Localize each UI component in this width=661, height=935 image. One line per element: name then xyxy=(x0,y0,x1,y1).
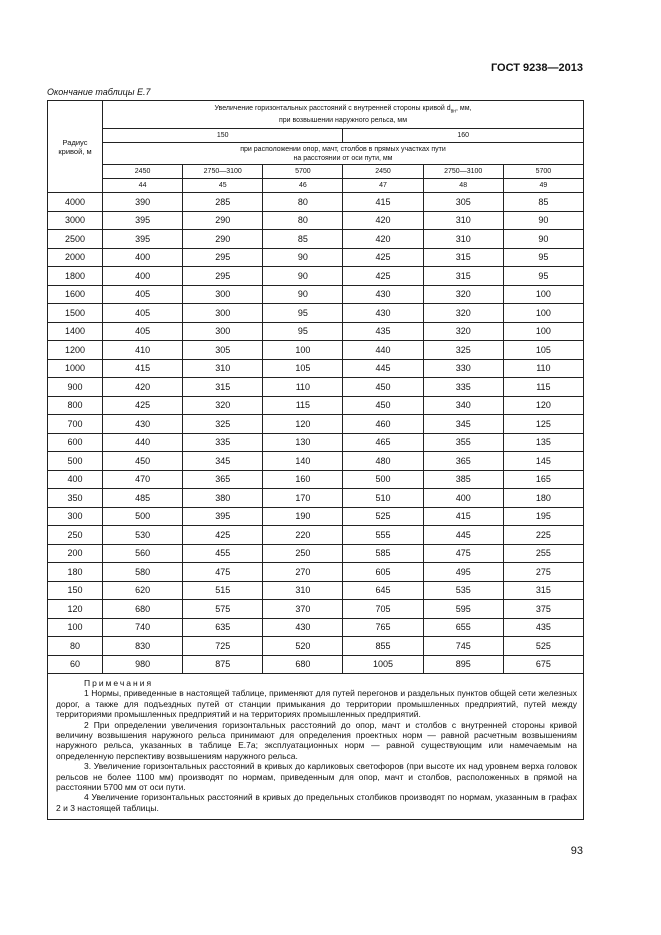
table-body xyxy=(48,193,584,674)
table-row xyxy=(48,396,584,415)
value-cell: 410 xyxy=(103,341,183,360)
value-cell: 90 xyxy=(503,230,583,249)
value-cell: 285 xyxy=(183,193,263,212)
value-cell: 90 xyxy=(263,285,343,304)
note-3: 3. Увеличение горизонтальных расстояний в кривых до карликовых светофоров (при высоте их над уровнем верха головок рельсов не более 1100 мм) производят по нормам, приведенным для опор, мачт и столбов, расположенных в прямой на расстоянии 5700 мм от оси пути. xyxy=(56,761,577,793)
table-row xyxy=(48,600,584,619)
radius-cell: 200 xyxy=(48,544,103,563)
radius-cell: 180 xyxy=(48,563,103,582)
value-cell: 425 xyxy=(343,248,423,267)
column-number: 47 xyxy=(343,179,423,193)
value-cell: 300 xyxy=(183,285,263,304)
value-cell: 390 xyxy=(103,193,183,212)
top-header-main: Увеличение горизонтальных расстояний с внутренней стороны кривой d xyxy=(214,104,451,112)
value-cell: 315 xyxy=(423,267,503,286)
value-cell: 100 xyxy=(263,341,343,360)
value-cell: 585 xyxy=(343,544,423,563)
placement-line2: на расстоянии от оси пути, мм xyxy=(293,154,393,162)
table-row xyxy=(48,285,584,304)
radius-cell: 900 xyxy=(48,378,103,397)
value-cell: 180 xyxy=(503,489,583,508)
value-cell: 435 xyxy=(503,618,583,637)
top-header-sub: вн xyxy=(450,108,457,115)
value-cell: 190 xyxy=(263,507,343,526)
top-header-tail: , мм, xyxy=(456,104,472,112)
value-cell: 95 xyxy=(263,322,343,341)
radius-cell: 1800 xyxy=(48,267,103,286)
value-cell: 855 xyxy=(343,637,423,656)
value-cell: 405 xyxy=(103,322,183,341)
radius-cell: 1500 xyxy=(48,304,103,323)
radius-cell: 80 xyxy=(48,637,103,656)
value-cell: 725 xyxy=(183,637,263,656)
value-cell: 95 xyxy=(263,304,343,323)
value-cell: 455 xyxy=(183,544,263,563)
value-cell: 830 xyxy=(103,637,183,656)
value-cell: 425 xyxy=(103,396,183,415)
value-cell: 440 xyxy=(103,433,183,452)
radius-cell: 60 xyxy=(48,655,103,674)
value-cell: 95 xyxy=(503,248,583,267)
value-cell: 270 xyxy=(263,563,343,582)
document-code: ГОСТ 9238—2013 xyxy=(490,62,583,74)
top-header-line2: при возвышении наружного рельса, мм xyxy=(278,117,408,125)
radius-cell: 4000 xyxy=(48,193,103,212)
table-row xyxy=(48,563,584,582)
value-cell: 335 xyxy=(423,378,503,397)
value-cell: 395 xyxy=(103,211,183,230)
value-cell: 310 xyxy=(423,211,503,230)
value-cell: 290 xyxy=(183,211,263,230)
value-cell: 355 xyxy=(423,433,503,452)
radius-cell: 600 xyxy=(48,433,103,452)
value-cell: 645 xyxy=(343,581,423,600)
table-row xyxy=(48,359,584,378)
corner-radius-label: Радиус кривой, м xyxy=(48,101,103,193)
value-cell: 425 xyxy=(183,526,263,545)
value-cell: 335 xyxy=(183,433,263,452)
value-cell: 430 xyxy=(343,304,423,323)
value-cell: 105 xyxy=(263,359,343,378)
value-cell: 325 xyxy=(183,415,263,434)
value-cell: 435 xyxy=(343,322,423,341)
value-cell: 430 xyxy=(343,285,423,304)
value-cell: 255 xyxy=(503,544,583,563)
table-row xyxy=(48,526,584,545)
value-cell: 320 xyxy=(183,396,263,415)
value-cell: 110 xyxy=(263,378,343,397)
value-cell: 320 xyxy=(423,304,503,323)
value-cell: 345 xyxy=(183,452,263,471)
value-cell: 620 xyxy=(103,581,183,600)
value-cell: 220 xyxy=(263,526,343,545)
value-cell: 90 xyxy=(263,267,343,286)
note-4: 4 Увеличение горизонтальных расстояний в кривых до предельных столбиков производят по нормам, указанным в графах 2 и 3 настоящей таблицы. xyxy=(56,792,577,813)
value-cell: 895 xyxy=(423,655,503,674)
value-cell: 125 xyxy=(503,415,583,434)
value-cell: 680 xyxy=(263,655,343,674)
placement-header xyxy=(103,143,584,165)
value-cell: 765 xyxy=(343,618,423,637)
value-cell: 290 xyxy=(183,230,263,249)
elevation-150: 150 xyxy=(103,129,343,143)
value-cell: 225 xyxy=(503,526,583,545)
radius-cell: 3000 xyxy=(48,211,103,230)
value-cell: 305 xyxy=(423,193,503,212)
column-number: 44 xyxy=(103,179,183,193)
distance-cell: 2750—3100 xyxy=(183,165,263,179)
value-cell: 1005 xyxy=(343,655,423,674)
value-cell: 130 xyxy=(263,433,343,452)
value-cell: 445 xyxy=(343,359,423,378)
value-cell: 320 xyxy=(423,322,503,341)
placement-line1: при расположении опор, мачт, столбов в прямых участках пути xyxy=(240,145,446,153)
value-cell: 400 xyxy=(103,267,183,286)
table-row xyxy=(48,193,584,212)
table-row xyxy=(48,433,584,452)
value-cell: 450 xyxy=(343,396,423,415)
value-cell: 555 xyxy=(343,526,423,545)
value-cell: 120 xyxy=(503,396,583,415)
value-cell: 110 xyxy=(503,359,583,378)
table-head xyxy=(48,101,584,193)
value-cell: 80 xyxy=(263,193,343,212)
radius-cell: 1200 xyxy=(48,341,103,360)
value-cell: 315 xyxy=(503,581,583,600)
value-cell: 680 xyxy=(103,600,183,619)
value-cell: 345 xyxy=(423,415,503,434)
value-cell: 415 xyxy=(343,193,423,212)
value-cell: 140 xyxy=(263,452,343,471)
distance-row xyxy=(48,165,584,179)
value-cell: 330 xyxy=(423,359,503,378)
value-cell: 405 xyxy=(103,285,183,304)
table-row xyxy=(48,378,584,397)
note-2: 2 При определении увеличения горизонтальных расстояний до опор, мачт и столбов с внутренней стороны кривой величину возвышения наружного рельса принимают для определения проектных норм — равной расчетным возвышениям наружного рельса, указанных в таблице Е.7а; эксплуатационных норм — равной существующим или намечаемым на определенную перспективу возвышениям наружного рельса. xyxy=(56,719,577,761)
value-cell: 400 xyxy=(103,248,183,267)
value-cell: 300 xyxy=(183,304,263,323)
column-number: 48 xyxy=(423,179,503,193)
value-cell: 430 xyxy=(263,618,343,637)
table-row xyxy=(48,655,584,674)
value-cell: 655 xyxy=(423,618,503,637)
radius-cell: 400 xyxy=(48,470,103,489)
value-cell: 295 xyxy=(183,248,263,267)
table-row xyxy=(48,618,584,637)
value-cell: 580 xyxy=(103,563,183,582)
value-cell: 475 xyxy=(423,544,503,563)
column-number-row xyxy=(48,179,584,193)
table-row xyxy=(48,470,584,489)
value-cell: 365 xyxy=(423,452,503,471)
value-cell: 315 xyxy=(423,248,503,267)
value-cell: 405 xyxy=(103,304,183,323)
radius-cell: 120 xyxy=(48,600,103,619)
radius-cell: 1000 xyxy=(48,359,103,378)
value-cell: 385 xyxy=(423,470,503,489)
distance-cell: 2450 xyxy=(343,165,423,179)
table-row xyxy=(48,544,584,563)
radius-cell: 1400 xyxy=(48,322,103,341)
value-cell: 520 xyxy=(263,637,343,656)
top-header xyxy=(103,101,584,129)
distance-cell: 2450 xyxy=(103,165,183,179)
value-cell: 325 xyxy=(423,341,503,360)
value-cell: 440 xyxy=(343,341,423,360)
value-cell: 85 xyxy=(263,230,343,249)
value-cell: 100 xyxy=(503,285,583,304)
table-row xyxy=(48,211,584,230)
value-cell: 90 xyxy=(263,248,343,267)
radius-cell: 1600 xyxy=(48,285,103,304)
value-cell: 375 xyxy=(503,600,583,619)
value-cell: 195 xyxy=(503,507,583,526)
value-cell: 635 xyxy=(183,618,263,637)
value-cell: 875 xyxy=(183,655,263,674)
value-cell: 430 xyxy=(103,415,183,434)
value-cell: 575 xyxy=(183,600,263,619)
table-row xyxy=(48,507,584,526)
value-cell: 365 xyxy=(183,470,263,489)
value-cell: 485 xyxy=(103,489,183,508)
data-table xyxy=(47,100,584,820)
value-cell: 105 xyxy=(503,341,583,360)
table-row xyxy=(48,267,584,286)
radius-cell: 700 xyxy=(48,415,103,434)
value-cell: 480 xyxy=(343,452,423,471)
value-cell: 95 xyxy=(503,267,583,286)
value-cell: 165 xyxy=(503,470,583,489)
value-cell: 395 xyxy=(103,230,183,249)
value-cell: 535 xyxy=(423,581,503,600)
radius-cell: 500 xyxy=(48,452,103,471)
distance-cell: 5700 xyxy=(503,165,583,179)
distance-cell: 5700 xyxy=(263,165,343,179)
value-cell: 340 xyxy=(423,396,503,415)
value-cell: 445 xyxy=(423,526,503,545)
radius-cell: 150 xyxy=(48,581,103,600)
value-cell: 275 xyxy=(503,563,583,582)
value-cell: 450 xyxy=(103,452,183,471)
value-cell: 475 xyxy=(183,563,263,582)
value-cell: 115 xyxy=(263,396,343,415)
value-cell: 525 xyxy=(343,507,423,526)
value-cell: 160 xyxy=(263,470,343,489)
value-cell: 560 xyxy=(103,544,183,563)
value-cell: 675 xyxy=(503,655,583,674)
value-cell: 705 xyxy=(343,600,423,619)
table-row xyxy=(48,637,584,656)
column-number: 49 xyxy=(503,179,583,193)
value-cell: 120 xyxy=(263,415,343,434)
notes-cell xyxy=(48,674,584,820)
value-cell: 740 xyxy=(103,618,183,637)
radius-cell: 100 xyxy=(48,618,103,637)
value-cell: 420 xyxy=(103,378,183,397)
radius-cell: 250 xyxy=(48,526,103,545)
distance-cell: 2750—3100 xyxy=(423,165,503,179)
value-cell: 135 xyxy=(503,433,583,452)
value-cell: 370 xyxy=(263,600,343,619)
value-cell: 310 xyxy=(183,359,263,378)
value-cell: 250 xyxy=(263,544,343,563)
value-cell: 100 xyxy=(503,304,583,323)
value-cell: 525 xyxy=(503,637,583,656)
value-cell: 420 xyxy=(343,211,423,230)
notes-section xyxy=(48,674,584,820)
value-cell: 315 xyxy=(183,378,263,397)
value-cell: 100 xyxy=(503,322,583,341)
value-cell: 310 xyxy=(423,230,503,249)
table-row xyxy=(48,230,584,249)
value-cell: 515 xyxy=(183,581,263,600)
radius-cell: 350 xyxy=(48,489,103,508)
notes-title: Примечания xyxy=(84,678,154,688)
value-cell: 500 xyxy=(103,507,183,526)
radius-cell: 800 xyxy=(48,396,103,415)
value-cell: 980 xyxy=(103,655,183,674)
value-cell: 380 xyxy=(183,489,263,508)
value-cell: 605 xyxy=(343,563,423,582)
value-cell: 295 xyxy=(183,267,263,286)
column-number: 46 xyxy=(263,179,343,193)
table-row xyxy=(48,452,584,471)
value-cell: 425 xyxy=(343,267,423,286)
value-cell: 495 xyxy=(423,563,503,582)
table-caption: Окончание таблицы Е.7 xyxy=(47,87,151,97)
value-cell: 415 xyxy=(423,507,503,526)
value-cell: 415 xyxy=(103,359,183,378)
radius-cell: 2500 xyxy=(48,230,103,249)
table-row xyxy=(48,322,584,341)
value-cell: 465 xyxy=(343,433,423,452)
table-row xyxy=(48,248,584,267)
value-cell: 400 xyxy=(423,489,503,508)
value-cell: 85 xyxy=(503,193,583,212)
elevation-160: 160 xyxy=(343,129,584,143)
value-cell: 115 xyxy=(503,378,583,397)
value-cell: 460 xyxy=(343,415,423,434)
table-row xyxy=(48,489,584,508)
value-cell: 420 xyxy=(343,230,423,249)
column-number: 45 xyxy=(183,179,263,193)
note-1: 1 Нормы, приведенные в настоящей таблице, применяют для путей перегонов и раздельных пунктов общей сети железных дорог, а также для подъездных путей от станции примыкания до территории промышленных предприятий, путей между территориями промышленных предприятий и на территориях промышленных предприятий. xyxy=(56,688,577,720)
value-cell: 170 xyxy=(263,489,343,508)
value-cell: 595 xyxy=(423,600,503,619)
value-cell: 450 xyxy=(343,378,423,397)
value-cell: 510 xyxy=(343,489,423,508)
value-cell: 530 xyxy=(103,526,183,545)
value-cell: 300 xyxy=(183,322,263,341)
value-cell: 745 xyxy=(423,637,503,656)
value-cell: 470 xyxy=(103,470,183,489)
table-row xyxy=(48,415,584,434)
radius-cell: 300 xyxy=(48,507,103,526)
table-row xyxy=(48,581,584,600)
value-cell: 310 xyxy=(263,581,343,600)
value-cell: 145 xyxy=(503,452,583,471)
value-cell: 500 xyxy=(343,470,423,489)
radius-cell: 2000 xyxy=(48,248,103,267)
table-row xyxy=(48,341,584,360)
value-cell: 305 xyxy=(183,341,263,360)
table-row xyxy=(48,304,584,323)
value-cell: 80 xyxy=(263,211,343,230)
value-cell: 90 xyxy=(503,211,583,230)
page-number: 93 xyxy=(570,845,583,857)
value-cell: 320 xyxy=(423,285,503,304)
value-cell: 395 xyxy=(183,507,263,526)
